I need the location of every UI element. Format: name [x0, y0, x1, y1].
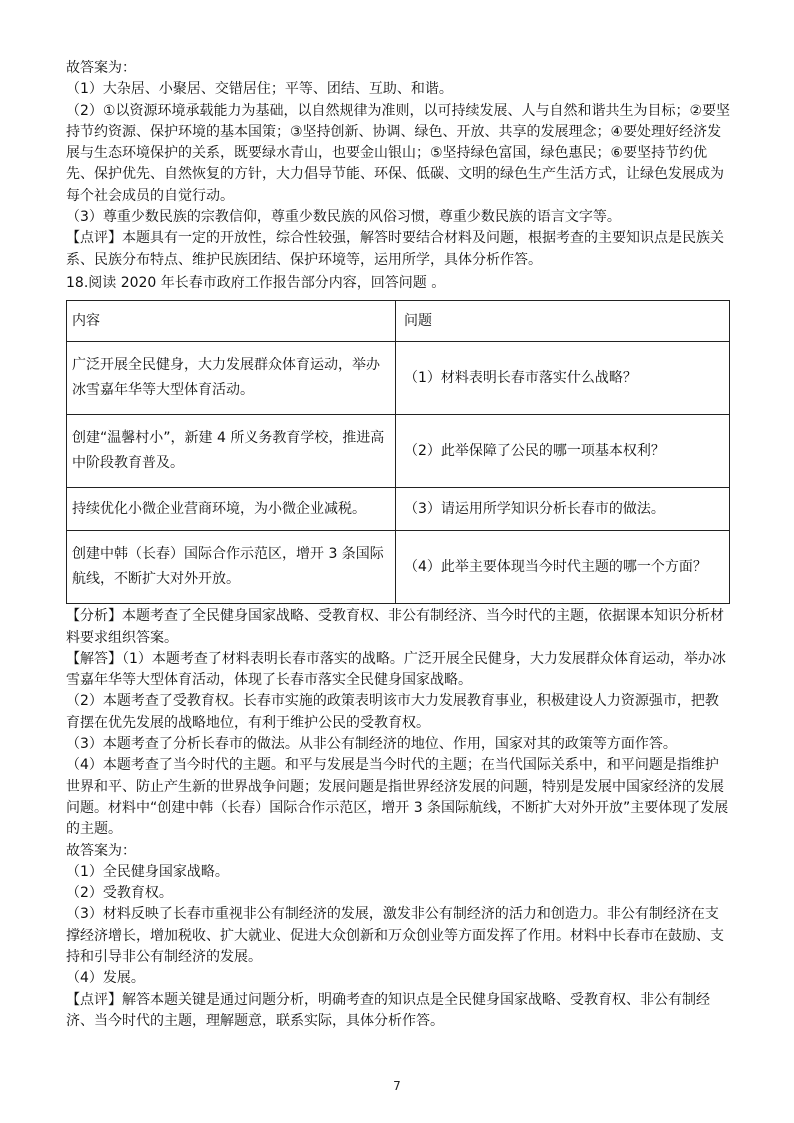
final-answer-1: （1）全民健身国家战略。 — [66, 863, 229, 880]
page-number: 7 — [393, 1079, 401, 1093]
table-row — [67, 415, 730, 488]
solution-1: 【解答】（1）本题考查了材料表明长春市落实的战略。广泛开展全民健身，大力发展群众体育运动，举办冰雪嘉年华等大型体育活动，体现了长春市落实全民健身国家战略。 — [66, 650, 726, 689]
answer-1: （1）大杂居、小聚居、交错居住；平等、团结、互助、和谐。 — [66, 81, 453, 98]
table-cell-content: 持续优化小微企业营商环境，为小微企业减税。 — [67, 488, 396, 531]
answer-2: （2）①以资源环境承载能力为基础，以自然规律为准则，以可持续发展、人与自然和谐共生为目标；②要坚持节约资源、保护环境的基本国策；③坚持创新、协调、绿色、开放、共享的发展理念；④要处理好经济发展与生态环境保护的关系，既要绿水青山，也要金山银山；⑤坚持绿色富国，绿色惠民；⑥要坚持节约优先、保护优先、自然恢复的方针，大力倡导节能、环保、低碳、文明的绿色生产生活方式，让绿色发展成为每个社会成员的自觉行动。 — [66, 102, 731, 204]
table-header-content: 内容 — [67, 301, 396, 342]
table-header-question: 问题 — [396, 301, 730, 342]
question-18-title: 18.阅读 2020 年长春市政府工作报告部分内容，回答问题 。 — [66, 274, 446, 291]
table-cell-content: 创建中韩（长春）国际合作示范区，增开 3 条国际航线，不断扩大对外开放。 — [67, 531, 396, 604]
solution-3: （3）本题考查了分析长春市的做法。从非公有制经济的地位、作用，国家对其的政策等方面作答。 — [66, 736, 677, 753]
table-cell-question: （3）请运用所学知识分析长春市的做法。 — [396, 488, 730, 531]
comment-paragraph: 【点评】本题具有一定的开放性，综合性较强，解答时要结合材料及问题，根据考查的主要知识点是民族关系、民族分布特点、维护民族团结、保护环境等，运用所学，具体分析作答。 — [66, 230, 724, 268]
final-answer-2: （2）受教育权。 — [66, 885, 173, 902]
table-cell-content: 创建“温馨村小”，新建 4 所义务教育学校，推进高中阶段教育普及。 — [67, 415, 396, 488]
answer-heading: 故答案为： — [66, 60, 136, 76]
solution-4: （4）本题考查了当今时代的主题。和平与发展是当今时代的主题；在当代国际关系中，和平问题是指维护世界和平、防止产生新的世界战争问题；发展问题是指世界经济发展的问题，特别是发展中国家经济的发展问题。材料中“创建中韩（长春）国际合作示范区，增开 3 条国际航线，不断扩大对外开放”主要体现了发展的主题。 — [66, 757, 729, 838]
table-cell-question: （2）此举保障了公民的哪一项基本权利？ — [396, 415, 730, 488]
comment-paragraph: 【点评】解答本题关键是通过问题分析，明确考查的知识点是全民健身国家战略、受教育权、非公有制经济、当今时代的主题，理解题意，联系实际，具体分析作答。 — [66, 991, 710, 1029]
final-answer-3: （3）材料反映了长春市重视非公有制经济的发展，激发非公有制经济的活力和创造力。非公有制经济在支撑经济增长，增加税收、扩大就业、促进大众创新和万众创业等方面发挥了作用。材料中长春市在鼓励、支持和引导非公有制经济的发展。 — [66, 906, 724, 966]
table-row — [67, 488, 730, 531]
table-row — [67, 531, 730, 604]
table-cell-question: （1）材料表明长春市落实什么战略？ — [396, 342, 730, 415]
question-table — [66, 300, 730, 604]
table-cell-question: （4）此举主要体现当今时代主题的哪一个方面？ — [396, 531, 730, 604]
answer-3: （3）尊重少数民族的宗教信仰，尊重少数民族的风俗习惯，尊重少数民族的语言文字等。 — [66, 209, 621, 226]
table-header-row — [67, 301, 730, 342]
analysis-paragraph: 【分析】本题考查了全民健身国家战略、受教育权、非公有制经济、当今时代的主题，依据课本知识分析材料要求组织答案。 — [66, 608, 724, 646]
final-answer-4: （4）发展。 — [66, 970, 145, 987]
page-content — [66, 58, 730, 1032]
table-cell-content: 广泛开展全民健身，大力发展群众体育运动，举办冰雪嘉年华等大型体育活动。 — [67, 342, 396, 415]
solution-2: （2）本题考查了受教育权。长春市实施的政策表明该市大力发展教育事业，积极建设人力资源强市，把教育摆在优先发展的战略地位，有利于维护公民的受教育权。 — [66, 693, 719, 731]
table-row — [67, 342, 730, 415]
answer-heading: 故答案为： — [66, 842, 136, 859]
